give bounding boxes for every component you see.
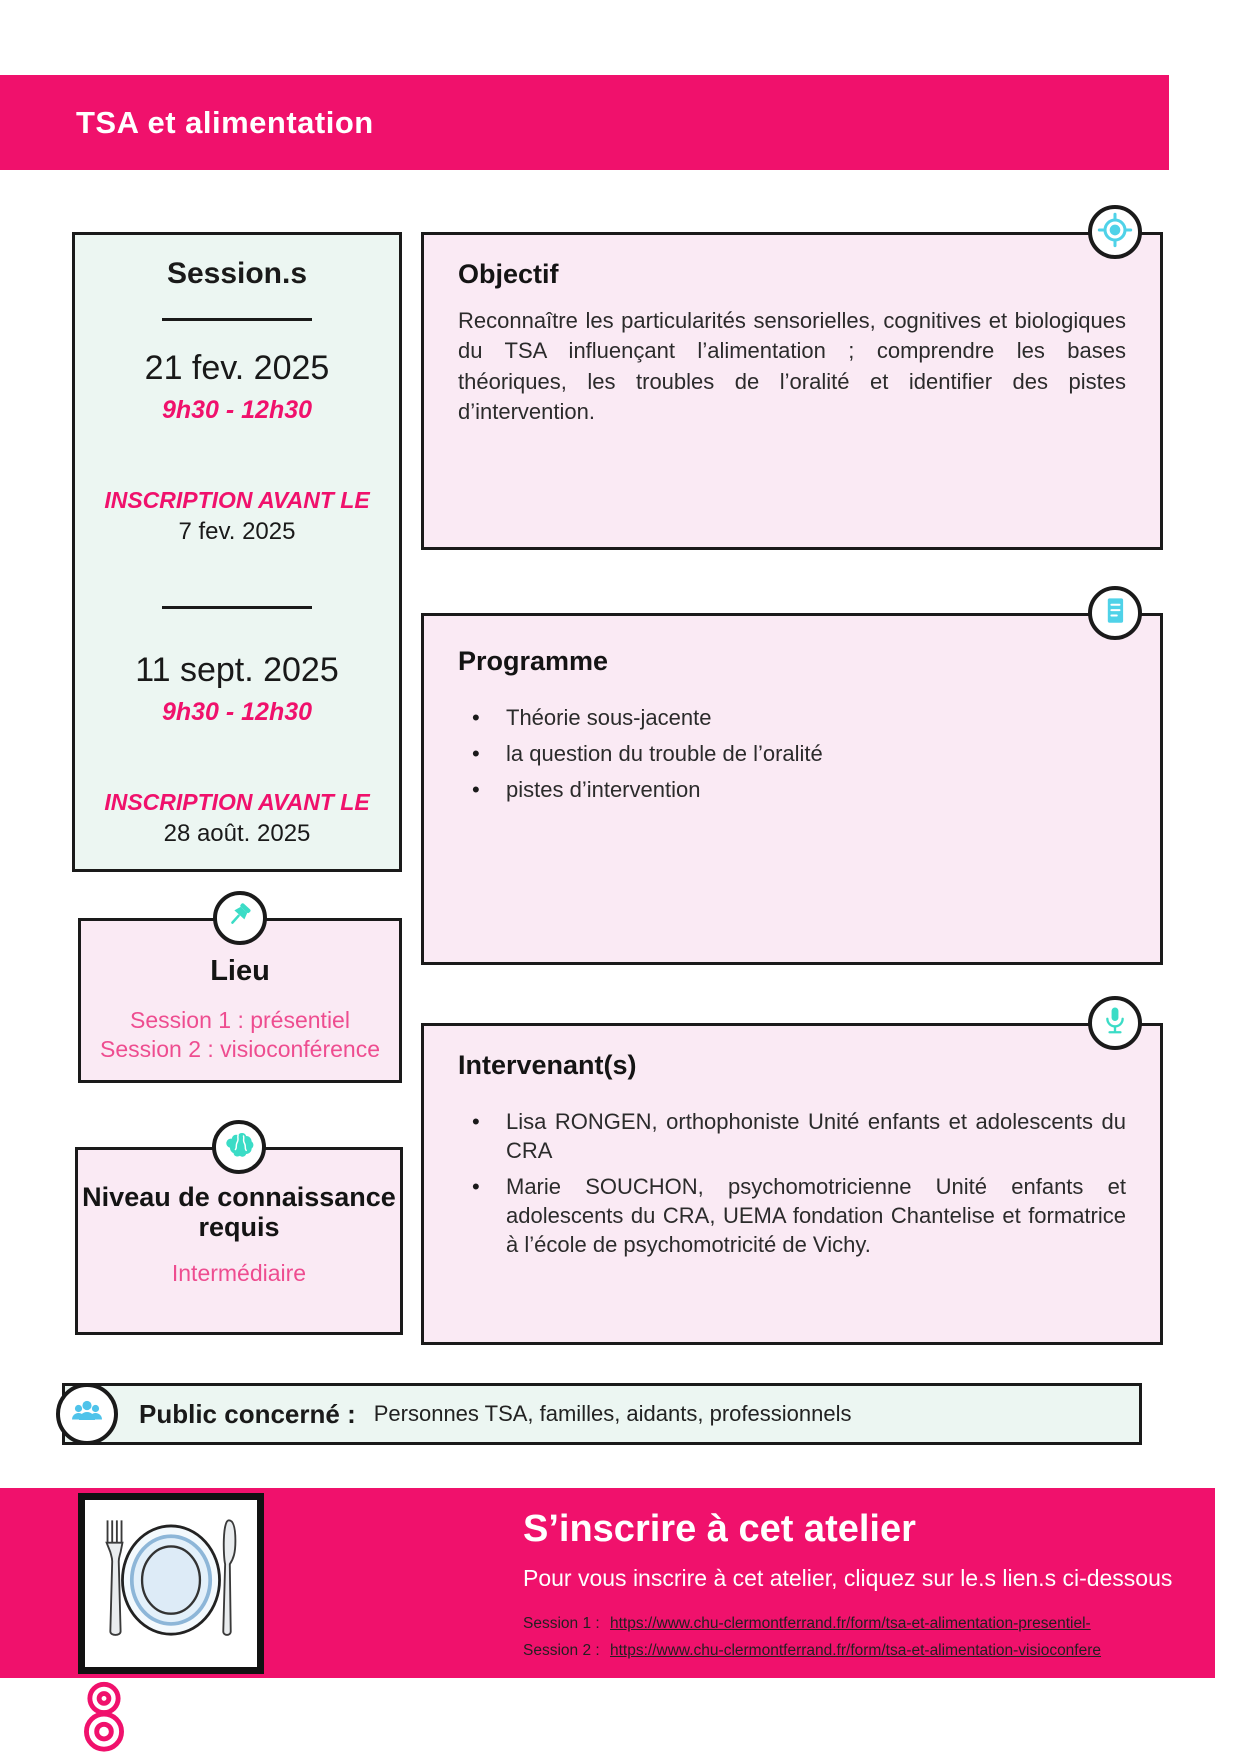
session-2-date: 11 sept. 2025 xyxy=(135,651,339,689)
page-number xyxy=(68,1676,140,1754)
microphone-icon xyxy=(1097,1003,1133,1044)
session-1-deadline-label: INSCRIPTION AVANT LE xyxy=(104,487,370,513)
intervenant-item: • Marie SOUCHON, psychomotricienne Unité enfants et adolescents du CRA, UEMA fondation Chantelise et formatrice à l’école de psychomotricité de Vichy. xyxy=(472,1172,1126,1259)
intervenants-panel xyxy=(421,1023,1163,1345)
sessions-panel xyxy=(72,232,402,872)
divider xyxy=(162,318,312,321)
public-label: Public concerné : xyxy=(139,1398,356,1429)
intervenants-title: Intervenant(s) xyxy=(458,1050,637,1080)
lieu-lines xyxy=(81,1006,399,1065)
niveau-value: Intermédiaire xyxy=(171,1260,307,1287)
inscription-title: S’inscrire à cet atelier xyxy=(523,1508,916,1550)
session-1-date: 21 fev. 2025 xyxy=(144,349,330,387)
inscription-block xyxy=(523,1508,1193,1664)
public-bar xyxy=(62,1383,1142,1445)
session-1-time: 9h30 - 12h30 xyxy=(161,396,313,424)
lieu-title: Lieu xyxy=(210,955,270,987)
session-1-link-label: Session 1 : xyxy=(523,1615,600,1632)
lieu-session-2: Session 2 : visioconférence xyxy=(100,1036,380,1063)
objectif-icon-badge xyxy=(1088,205,1142,259)
programme-list xyxy=(458,703,1126,804)
sessions-title: Session.s xyxy=(166,257,308,290)
session-2-link[interactable]: https://www.chu-clermontferrand.fr/form/tsa-et-alimentation-visioconfere xyxy=(610,1642,1102,1660)
public-value: Personnes TSA, familles, aidants, professionnels xyxy=(373,1401,852,1426)
plate-fork-knife-image xyxy=(87,1500,255,1667)
programme-item: • la question du trouble de l’oralité xyxy=(472,739,1126,768)
programme-title: Programme xyxy=(458,646,609,676)
session-1-link[interactable]: https://www.chu-clermontferrand.fr/form/tsa-et-alimentation-presentiel- xyxy=(610,1615,1091,1632)
header-bar xyxy=(0,75,1169,170)
session-1-link-row xyxy=(523,1610,1193,1637)
session-2-link-label: Session 2 : xyxy=(523,1642,600,1660)
session-2-link-row xyxy=(523,1637,1193,1664)
intervenants-list xyxy=(458,1107,1126,1259)
target-icon xyxy=(1096,211,1134,254)
programme-item: • Théorie sous-jacente xyxy=(472,703,1126,732)
intervenants-icon-badge xyxy=(1088,996,1142,1050)
session-2-deadline-date: 28 août. 2025 xyxy=(163,820,311,847)
people-icon xyxy=(67,1392,107,1437)
page-title: TSA et alimentation xyxy=(76,104,374,140)
inscription-links xyxy=(523,1610,1193,1664)
objectif-panel xyxy=(421,232,1163,550)
session-1-deadline-date: 7 fev. 2025 xyxy=(178,518,296,545)
intervenant-item: • Lisa RONGEN, orthophoniste Unité enfants et adolescents du CRA xyxy=(472,1107,1126,1165)
inscription-subtitle: Pour vous inscrire à cet atelier, cliquez sur le.s lien.s ci-dessous xyxy=(523,1565,1173,1591)
pushpin-icon xyxy=(222,898,258,939)
programme-icon-badge xyxy=(1088,586,1142,640)
objectif-text: Reconnaître les particularités sensorielles, cognitives et biologiques du TSA influençant l’alimentation ; comprendre les bases théoriques, les troubles de l’oralité et identifier des pistes d’intervention. xyxy=(458,308,1126,425)
lieu-session-1: Session 1 : présentiel xyxy=(130,1007,350,1033)
niveau-panel xyxy=(75,1147,403,1335)
document-icon xyxy=(1097,593,1133,634)
divider xyxy=(162,606,312,609)
session-2 xyxy=(75,651,399,848)
session-1 xyxy=(75,349,399,546)
meal-image-frame xyxy=(78,1493,264,1674)
public-icon-badge xyxy=(56,1383,118,1445)
session-2-deadline-label: INSCRIPTION AVANT LE xyxy=(104,789,370,815)
niveau-title: Niveau de connaissance requis xyxy=(82,1182,396,1243)
objectif-title: Objectif xyxy=(458,259,559,289)
niveau-icon-badge xyxy=(212,1120,266,1174)
programme-panel xyxy=(421,613,1163,965)
session-2-time: 9h30 - 12h30 xyxy=(161,698,313,726)
programme-item: • pistes d’intervention xyxy=(472,775,1126,804)
lieu-icon-badge xyxy=(213,891,267,945)
brain-icon xyxy=(221,1127,257,1168)
